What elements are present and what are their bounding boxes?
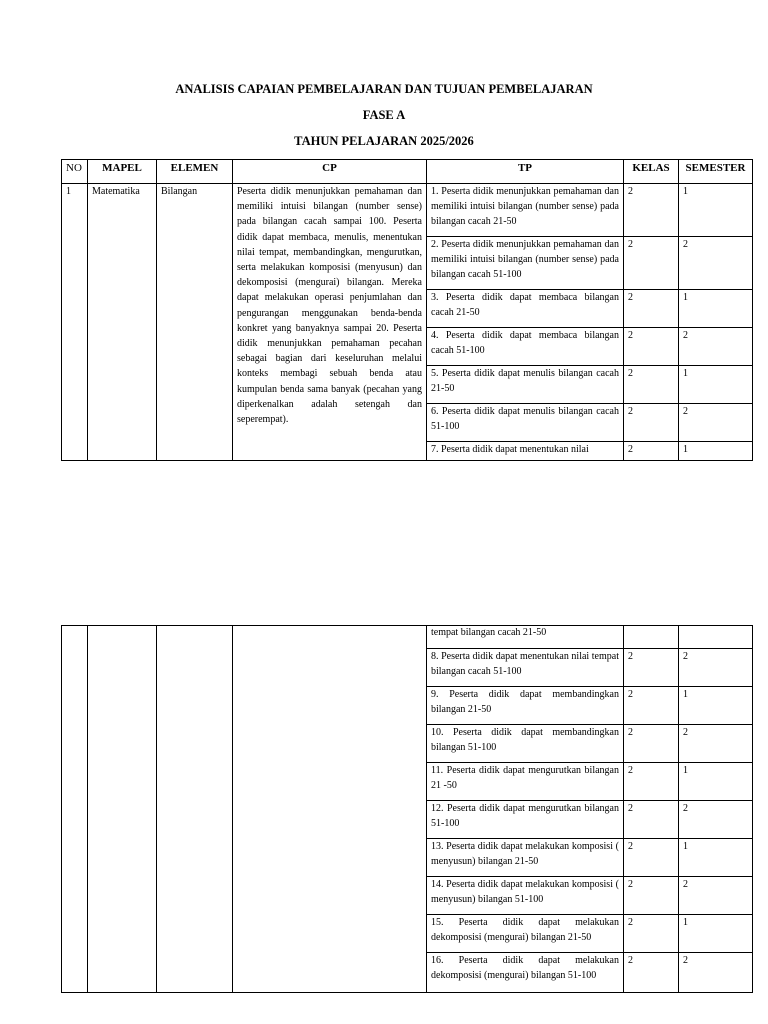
row-number-continued <box>62 626 88 993</box>
cp-cell-continued <box>233 626 427 993</box>
semester-cell: 2 <box>679 404 753 442</box>
header-elemen: ELEMEN <box>157 160 233 184</box>
semester-cell: 2 <box>679 877 753 915</box>
kelas-cell: 2 <box>624 687 679 725</box>
semester-cell: 1 <box>679 839 753 877</box>
tp-cell-continued: tempat bilangan cacah 21-50 <box>427 626 624 649</box>
kelas-cell: 2 <box>624 763 679 801</box>
tp-cell: 3. Peserta didik dapat membaca bilangan cacah 21-50 <box>427 290 624 328</box>
header-kelas: KELAS <box>624 160 679 184</box>
tp-cell: 10. Peserta didik dapat membandingkan bilangan 51-100 <box>427 725 624 763</box>
school-year-heading: TAHUN PELAJARAN 2025/2026 <box>294 134 474 148</box>
semester-cell: 1 <box>679 442 753 461</box>
kelas-cell <box>624 626 679 649</box>
row-number: 1 <box>62 184 88 461</box>
table-row <box>62 184 753 237</box>
tp-cell: 14. Peserta didik dapat melakukan komposisi ( menyusun) bilangan 51-100 <box>427 877 624 915</box>
semester-cell: 2 <box>679 725 753 763</box>
kelas-cell: 2 <box>624 877 679 915</box>
element-cell-continued <box>157 626 233 993</box>
kelas-cell: 2 <box>624 290 679 328</box>
cp-description: Peserta didik menunjukkan pemahaman dan memiliki intuisi bilangan (number sense) pada bilangan cacah sampai 100. Peserta didik dapat membaca, menulis, menentukan nilai tempat, membandingkan, mengurutkan, serta melakukan komposisi (menyusun) dan dekomposisi (mengurai) bilangan. Mereka dapat melakukan operasi penjumlahan dan pengurangan menggunakan benda-benda konkret yang banyaknya sampai 20. Peserta didik menunjukkan pemahaman pecahan sebagai bagian dari keseluruhan melalui konteks membagi sebuah benda atau kumpulan benda sama banyak (pecahan yang diperkenalkan adalah setengah dan seperempat). <box>233 184 427 461</box>
header-tp: TP <box>427 160 624 184</box>
tp-cell: 15. Peserta didik dapat melakukan dekomposisi (mengurai) bilangan 21-50 <box>427 915 624 953</box>
tp-cell: 5. Peserta didik dapat menulis bilangan cacah 21-50 <box>427 366 624 404</box>
tp-cell: 9. Peserta didik dapat membandingkan bilangan 21-50 <box>427 687 624 725</box>
header-mapel: MAPEL <box>88 160 157 184</box>
element-cell: Bilangan <box>157 184 233 461</box>
semester-cell: 2 <box>679 237 753 290</box>
semester-cell <box>679 626 753 649</box>
kelas-cell: 2 <box>624 953 679 993</box>
analysis-table-page-1 <box>61 159 753 461</box>
header-no: NO <box>62 160 88 184</box>
semester-cell: 1 <box>679 763 753 801</box>
semester-cell: 2 <box>679 953 753 993</box>
semester-cell: 1 <box>679 687 753 725</box>
tp-cell: 8. Peserta didik dapat menentukan nilai tempat bilangan cacah 51-100 <box>427 649 624 687</box>
tp-cell: 16. Peserta didik dapat melakukan dekomposisi (mengurai) bilangan 51-100 <box>427 953 624 993</box>
document-title: ANALISIS CAPAIAN PEMBELAJARAN DAN TUJUAN PEMBELAJARAN <box>175 82 593 96</box>
semester-cell: 1 <box>679 184 753 237</box>
tp-cell: 13. Peserta didik dapat melakukan komposisi ( menyusun) bilangan 21-50 <box>427 839 624 877</box>
phase-heading: FASE A <box>362 108 406 122</box>
tp-cell: 12. Peserta didik dapat mengurutkan bilangan 51-100 <box>427 801 624 839</box>
semester-cell: 1 <box>679 290 753 328</box>
kelas-cell: 2 <box>624 237 679 290</box>
semester-cell: 1 <box>679 915 753 953</box>
kelas-cell: 2 <box>624 801 679 839</box>
kelas-cell: 2 <box>624 915 679 953</box>
kelas-cell: 2 <box>624 366 679 404</box>
kelas-cell: 2 <box>624 725 679 763</box>
header-semester: SEMESTER <box>679 160 753 184</box>
analysis-table-page-2 <box>61 625 753 993</box>
kelas-cell: 2 <box>624 184 679 237</box>
subject-cell-continued <box>88 626 157 993</box>
kelas-cell: 2 <box>624 442 679 461</box>
kelas-cell: 2 <box>624 839 679 877</box>
tp-cell: 4. Peserta didik dapat membaca bilangan cacah 51-100 <box>427 328 624 366</box>
kelas-cell: 2 <box>624 328 679 366</box>
tp-cell: 6. Peserta didik dapat menulis bilangan cacah 51-100 <box>427 404 624 442</box>
header-cp: CP <box>233 160 427 184</box>
subject-cell: Matematika <box>88 184 157 461</box>
semester-cell: 2 <box>679 328 753 366</box>
tp-cell: 7. Peserta didik dapat menentukan nilai <box>427 442 624 461</box>
tp-cell: 2. Peserta didik menunjukkan pemahaman dan memiliki intuisi bilangan (number sense) pada bilangan cacah 51-100 <box>427 237 624 290</box>
table-row <box>62 626 753 649</box>
table-header-row <box>62 160 753 184</box>
semester-cell: 2 <box>679 801 753 839</box>
semester-cell: 2 <box>679 649 753 687</box>
tp-cell: 1. Peserta didik menunjukkan pemahaman dan memiliki intuisi bilangan (number sense) pada bilangan cacah 21-50 <box>427 184 624 237</box>
tp-cell: 11. Peserta didik dapat mengurutkan bilangan 21 -50 <box>427 763 624 801</box>
semester-cell: 1 <box>679 366 753 404</box>
kelas-cell: 2 <box>624 404 679 442</box>
kelas-cell: 2 <box>624 649 679 687</box>
